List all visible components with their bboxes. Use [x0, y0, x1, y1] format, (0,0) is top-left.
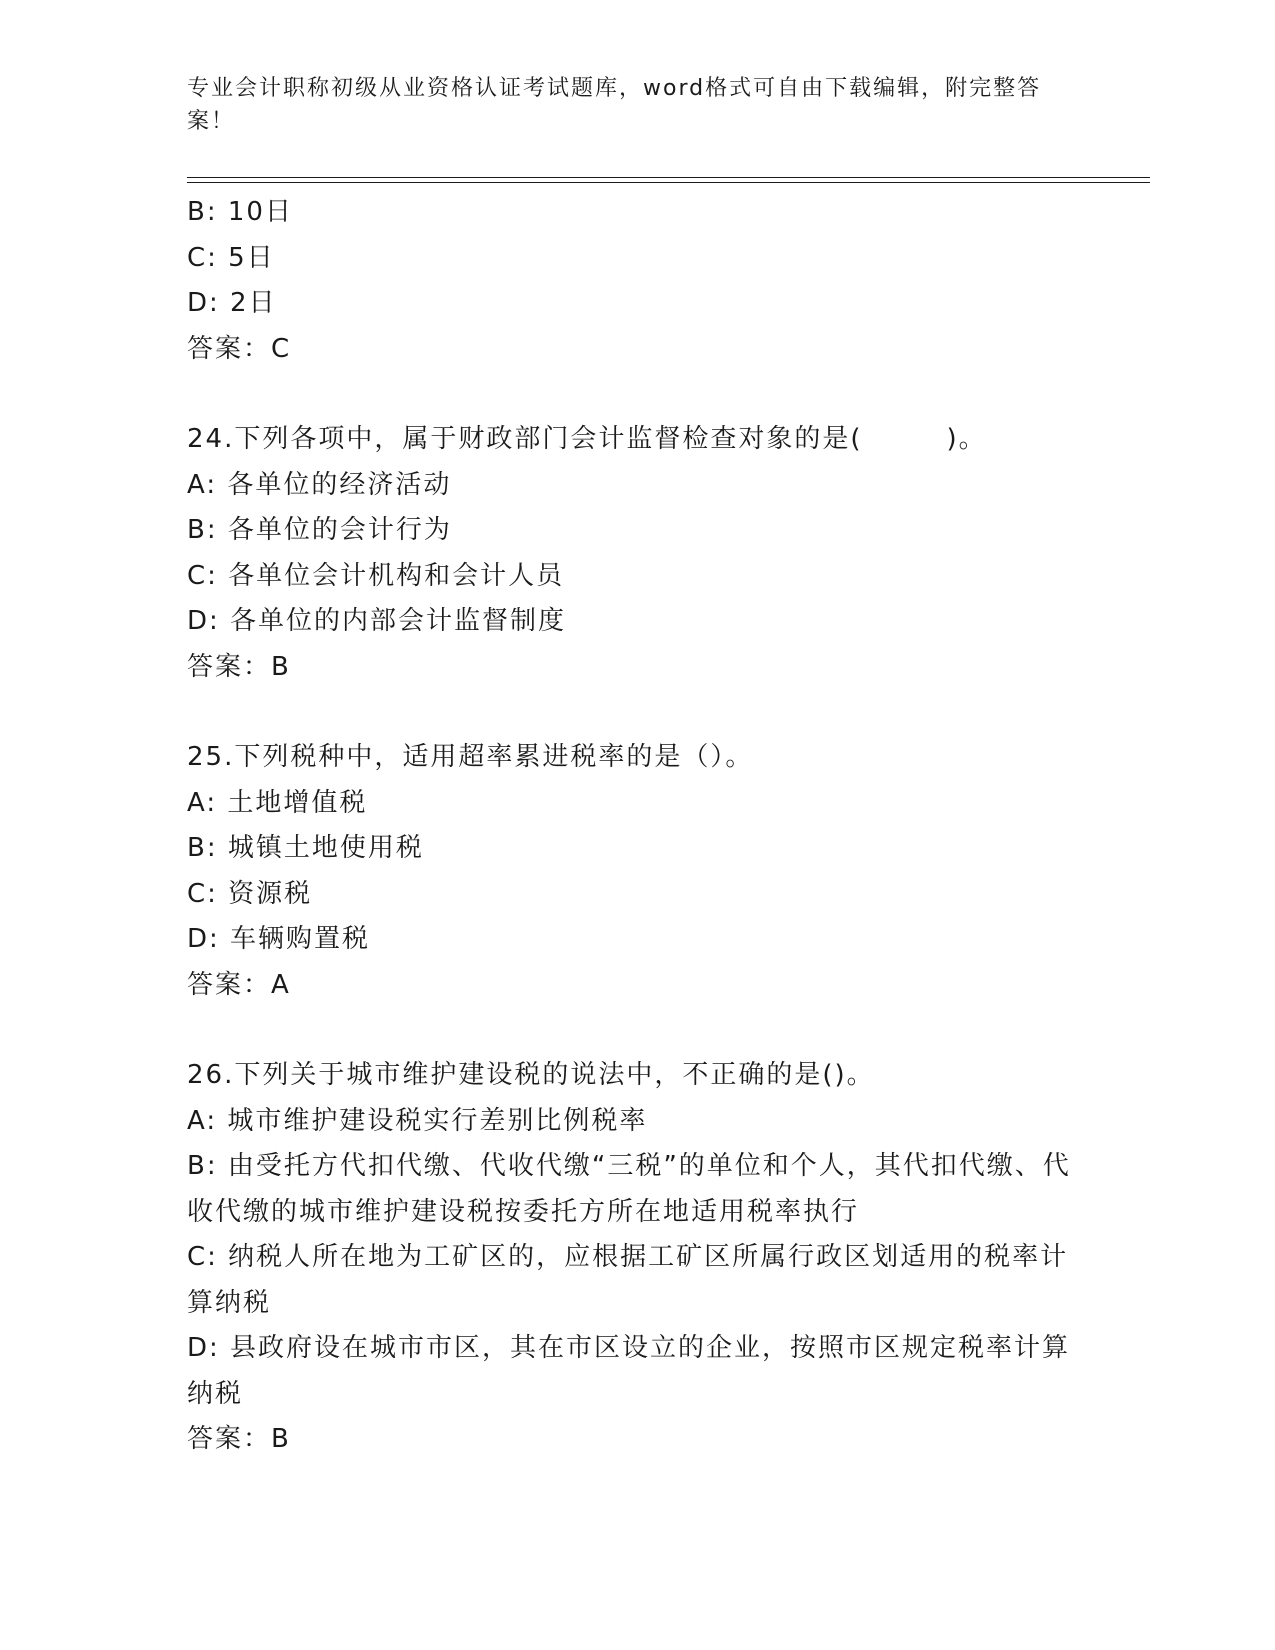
option-d: D: 车辆购置税 — [187, 924, 371, 954]
option-c: C: 资源税 — [187, 878, 313, 909]
option-d: D: 县政府设在城市市区，其在市区设立的企业，按照市区规定税率计算纳税 — [187, 1333, 1071, 1409]
option-b: B: 各单位的会计行为 — [187, 515, 452, 545]
question-25 — [187, 735, 1087, 1008]
prev-question — [187, 190, 1087, 372]
answer-line: 答案：A — [187, 969, 291, 1000]
question-24 — [187, 417, 1087, 690]
header-rule-bottom — [187, 182, 1150, 183]
option-b: B: 城镇土地使用税 — [187, 833, 424, 863]
question-content — [187, 190, 1087, 1463]
option-d: D: 各单位的内部会计监督制度 — [187, 606, 567, 636]
option-a: A: 土地增值税 — [187, 787, 368, 818]
header-note: 专业会计职称初级从业资格认证考试题库，word格式可自由下载编辑，附完整答案！ — [187, 76, 1042, 134]
option-a: A: 各单位的经济活动 — [187, 469, 452, 500]
question-stem: 24.下列各项中，属于财政部门会计监督检查对象的是( )。 — [187, 424, 987, 454]
option-c: C: 各单位会计机构和会计人员 — [187, 560, 565, 591]
answer-line: 答案：B — [187, 1424, 291, 1454]
header-rule-top — [187, 177, 1150, 178]
option-c: C: 5日 — [187, 242, 275, 273]
answer-line: 答案：B — [187, 651, 291, 682]
question-stem: 25.下列税种中，适用超率累进税率的是（）。 — [187, 742, 754, 772]
answer-line: 答案：C — [187, 333, 292, 364]
option-b: B: 由受托方代扣代缴、代收代缴“三税”的单位和个人，其代扣代缴、代收代缴的城市维护建设税按委托方所在地适用税率执行 — [187, 1151, 1071, 1227]
question-26 — [187, 1053, 1087, 1463]
question-stem: 26.下列关于城市维护建设税的说法中，不正确的是()。 — [187, 1060, 875, 1090]
option-a: A: 城市维护建设税实行差别比例税率 — [187, 1105, 648, 1136]
option-d: D: 2日 — [187, 288, 277, 318]
option-b: B: 10日 — [187, 197, 293, 227]
option-c: C: 纳税人所在地为工矿区的，应根据工矿区所属行政区划适用的税率计算纳税 — [187, 1242, 1069, 1318]
